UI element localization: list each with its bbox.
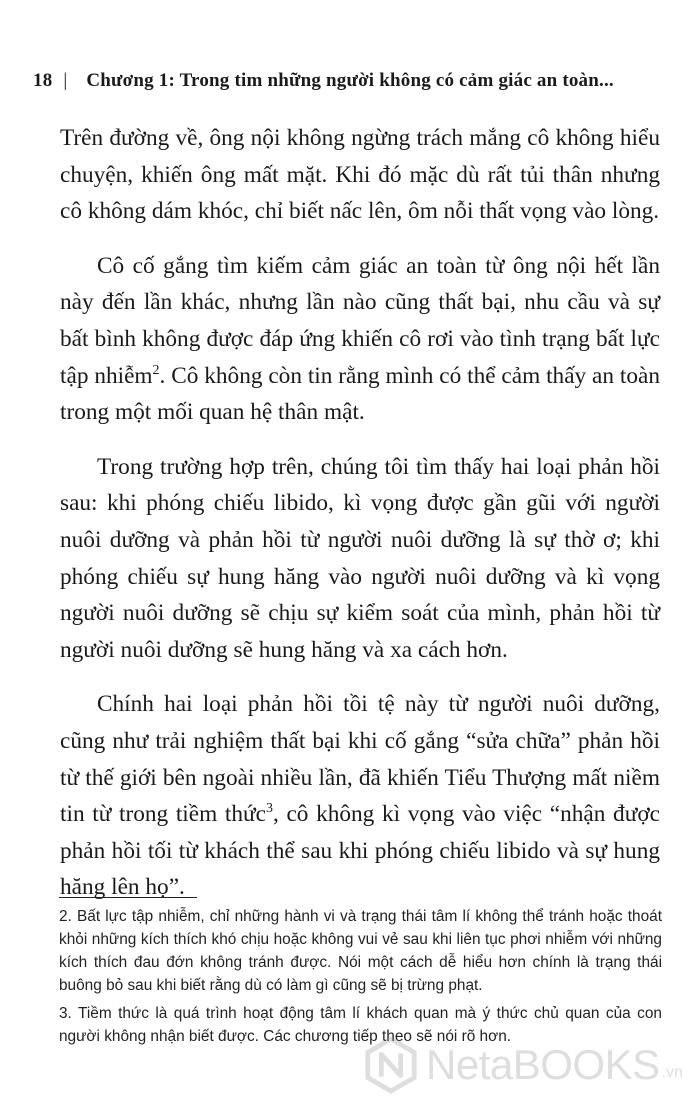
- footnote-ref-3: 3: [265, 801, 273, 817]
- header-separator: |: [63, 70, 68, 91]
- paragraph-2: [60, 248, 660, 431]
- footnote-3: 3. Tiềm thức là quá trình hoạt động tâm lí khách quan mà ý thức chủ quan của con người không nhận biết được. Các chương tiếp theo sẽ nói rõ hơn.: [59, 1005, 662, 1045]
- watermark-brand: NetaBOOKS: [426, 1041, 660, 1088]
- paragraph-1: Trên đường về, ông nội không ngừng trách mắng cô không hiểu chuyện, khiến ông mất mặt. Khi đó mặc dù rất tủi thân nhưng cô không dám khóc, chỉ biết nấc lên, ôm nỗi thất vọng vào lòng.: [60, 125, 660, 225]
- page-number: 18: [33, 70, 53, 91]
- footnote-ref-2: 2: [152, 362, 160, 378]
- paragraph-2-text-b: . Cô không còn tin rằng mình có thể cảm thấy an toàn trong một mối quan hệ thân mật.: [60, 362, 660, 426]
- watermark: [362, 1036, 683, 1094]
- footnote-divider: [59, 897, 197, 898]
- paragraph-4-text-a: Chính hai loại phản hồi tồi tệ này từ người nuôi dưỡng, cũng như trải nghiệm thất bại khi cố gắng “sửa chữa” phản hồi từ thế giới bên ngoài nhiều lần, đã khiến Tiểu Thượng mất niềm tin từ trong tiềm thức: [60, 691, 660, 828]
- paragraph-3: Trong trường hợp trên, chúng tôi tìm thấy hai loại phản hồi sau: khi phóng chiếu libido, kì vọng được gần gũi với người nuôi dưỡng và phản hồi từ người nuôi dưỡng là sự thờ ơ; khi phóng chiếu sự hung hăng vào người nuôi dưỡng và kì vọng người nuôi dưỡng sẽ chịu sự kiểm soát của mình, phản hồi từ người nuôi dưỡng sẽ hung hăng và xa cách hơn.: [60, 453, 660, 663]
- watermark-suffix: .vn: [661, 1064, 683, 1081]
- running-header: [33, 70, 673, 92]
- footnotes: [59, 905, 662, 1053]
- chapter-title: Chương 1: Trong tim những người không có cảm giác an toàn...: [86, 70, 614, 91]
- paragraph-4: [60, 686, 660, 906]
- netabooks-logo-icon: [362, 1036, 420, 1094]
- paragraph-4-text-b: , cô không kì vọng vào việc “nhận được phản hồi tối từ khách thể sau khi phóng chiếu libido và sự hung hăng lên họ”.: [60, 801, 660, 901]
- footnote-2: 2. Bất lực tập nhiễm, chỉ những hành vi và trạng thái tâm lí không thể tránh hoặc thoát khỏi những kích thích khó chịu hoặc không vui vẻ sau khi liên tục phơi nhiễm với những kích thích đau đớn không tránh được. Nói một cách dễ hiểu hơn chính là trạng thái buông bỏ sau khi biết rằng dù có làm gì cũng sẽ bị trừng phạt.: [59, 908, 662, 994]
- paragraph-2-text-a: Cô cố gắng tìm kiếm cảm giác an toàn từ ông nội hết lần này đến lần khác, nhưng lần nào cũng thất bại, nhu cầu và sự bất bình không được đáp ứng khiến cô rơi vào tình trạng bất lực tập nhiễm: [60, 252, 660, 389]
- body-text: [60, 120, 660, 924]
